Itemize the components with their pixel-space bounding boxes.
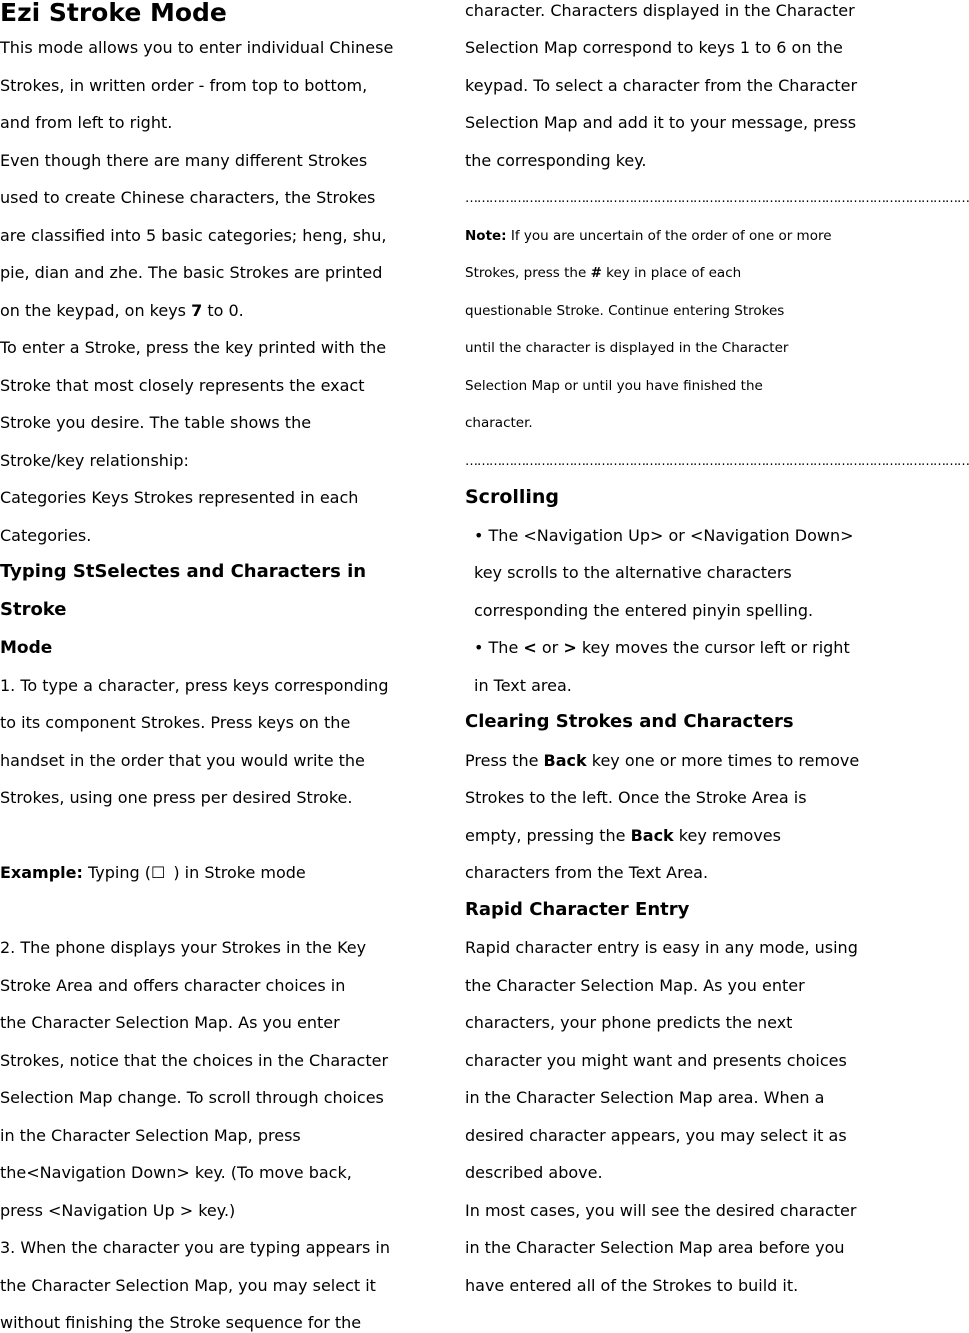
rapid-line: character you might want and presents choices (465, 1051, 847, 1070)
dotted-separator: ……………………………………………………………………………………………………………… (465, 454, 969, 469)
note-line (465, 263, 741, 283)
categories-line: pie, dian and zhe. The basic Strokes are printed (0, 263, 383, 282)
continuation-line: the corresponding key. (465, 151, 647, 170)
clearing-line (465, 826, 781, 846)
scrolling-bullet-line: key scrolls to the alternative characters (474, 563, 792, 582)
bullet-text: key moves the cursor left or right (576, 638, 850, 657)
note-text: Strokes, press the (465, 265, 591, 281)
lt-key-label: < (523, 638, 537, 657)
note-line: Selection Map or until you have finished the (465, 378, 763, 394)
continuation-line: Selection Map and add it to your message, press (465, 113, 857, 132)
rapid-line: have entered all of the Strokes to build it. (465, 1276, 799, 1295)
keys-line-text: on the keypad, on keys (0, 301, 192, 320)
mode-heading: Mode (0, 638, 53, 658)
intro-line: Strokes, in written order - from top to bottom, (0, 76, 368, 95)
rapid-line: in the Character Selection Map area before you (465, 1238, 845, 1257)
step2-line: the Character Selection Map. As you enter (0, 1013, 340, 1032)
step1-line: handset in the order that you would write the (0, 751, 365, 770)
categories-line: Even though there are many different Strokes (0, 151, 368, 170)
example-text: Typing (☐ ) in Stroke mode (82, 863, 306, 882)
key-label: 7 (191, 301, 203, 320)
gt-key-label: > (563, 638, 577, 657)
clearing-line: Strokes to the left. Once the Stroke Area is (465, 788, 807, 807)
step3-line: without finishing the Stroke sequence for the (0, 1313, 362, 1332)
scrolling-heading: Scrolling (465, 486, 560, 508)
clearing-text: key removes (673, 826, 781, 845)
rapid-line: Rapid character entry is easy in any mode, using (465, 938, 858, 957)
clearing-line: characters from the Text Area. (465, 863, 709, 882)
scrolling-bullet-line (474, 638, 850, 658)
clearing-text: empty, pressing the (465, 826, 631, 845)
enter-line: Stroke you desire. The table shows the (0, 413, 312, 432)
back-key-label: Back (630, 826, 674, 845)
clearing-text: key one or more times to remove (586, 751, 860, 770)
clearing-text: Press the (465, 751, 544, 770)
continuation-line: keypad. To select a character from the Character (465, 76, 858, 95)
step2-line: 2. The phone displays your Strokes in the Key (0, 938, 367, 957)
step2-line: Strokes, notice that the choices in the Character (0, 1051, 389, 1070)
categories-line: used to create Chinese characters, the Strokes (0, 188, 376, 207)
step2-line: Selection Map change. To scroll through choices (0, 1088, 384, 1107)
intro-line: This mode allows you to enter individual Chinese (0, 38, 394, 57)
rapid-line: desired character appears, you may select it as (465, 1126, 847, 1145)
step2-line: the<Navigation Down> key. (To move back, (0, 1163, 352, 1182)
note-line: character. (465, 415, 533, 431)
scrolling-bullet-line: in Text area. (474, 676, 572, 695)
rapid-line: described above. (465, 1163, 603, 1182)
rapid-line: In most cases, you will see the desired character (465, 1201, 857, 1220)
page-title: Ezi Stroke Mode (0, 0, 227, 27)
typing-heading: Typing StSelectes and Characters in (0, 561, 367, 582)
step1-line: to its component Strokes. Press keys on the (0, 713, 351, 732)
example-label: Example: (0, 863, 83, 882)
back-key-label: Back (543, 751, 587, 770)
keys-line-text: to 0. (202, 301, 244, 320)
enter-line: Stroke that most closely represents the exact (0, 376, 365, 395)
step1-line: 1. To type a character, press keys corresponding (0, 676, 389, 695)
step2-line: Stroke Area and offers character choices in (0, 976, 346, 995)
scrolling-bullet-line: corresponding the entered pinyin spelling. (474, 601, 814, 620)
clearing-heading: Clearing Strokes and Characters (465, 711, 794, 732)
keys-line (0, 301, 244, 321)
rapid-line: the Character Selection Map. As you enter (465, 976, 805, 995)
bullet-text: or (536, 638, 564, 657)
step2-line: press <Navigation Up > key.) (0, 1201, 236, 1220)
enter-line: Stroke/key relationship: (0, 451, 189, 470)
scrolling-bullet-line: • The <Navigation Up> or <Navigation Down> (474, 526, 854, 545)
note-text: If you are uncertain of the order of one or more (506, 228, 832, 244)
note-line (465, 226, 832, 246)
note-line: until the character is displayed in the Character (465, 340, 789, 356)
enter-line: Categories Keys Strokes represented in each (0, 488, 359, 507)
step3-line: the Character Selection Map, you may select it (0, 1276, 376, 1295)
bullet-text: • The (474, 638, 524, 657)
enter-line: Categories. (0, 526, 92, 545)
step3-line: 3. When the character you are typing appears in (0, 1238, 390, 1257)
note-line: questionable Stroke. Continue entering Strokes (465, 303, 785, 319)
example-line (0, 863, 306, 883)
rapid-line: in the Character Selection Map area. When a (465, 1088, 825, 1107)
hash-key-label: # (590, 265, 602, 281)
intro-line: and from left to right. (0, 113, 173, 132)
note-label: Note: (465, 228, 507, 244)
categories-line: are classified into 5 basic categories; heng, shu, (0, 226, 387, 245)
note-text: key in place of each (601, 265, 742, 281)
continuation-line: character. Characters displayed in the Character (465, 1, 855, 20)
step2-line: in the Character Selection Map, press (0, 1126, 301, 1145)
continuation-line: Selection Map correspond to keys 1 to 6 on the (465, 38, 843, 57)
enter-line: To enter a Stroke, press the key printed with the (0, 338, 387, 357)
rapid-line: characters, your phone predicts the next (465, 1013, 793, 1032)
rapid-heading: Rapid Character Entry (465, 899, 690, 920)
step1-line: Strokes, using one press per desired Stroke. (0, 788, 353, 807)
clearing-line (465, 751, 859, 771)
typing-heading: Stroke (0, 599, 67, 620)
dotted-separator: ……………………………………………………………………………………………………………… (465, 191, 969, 206)
